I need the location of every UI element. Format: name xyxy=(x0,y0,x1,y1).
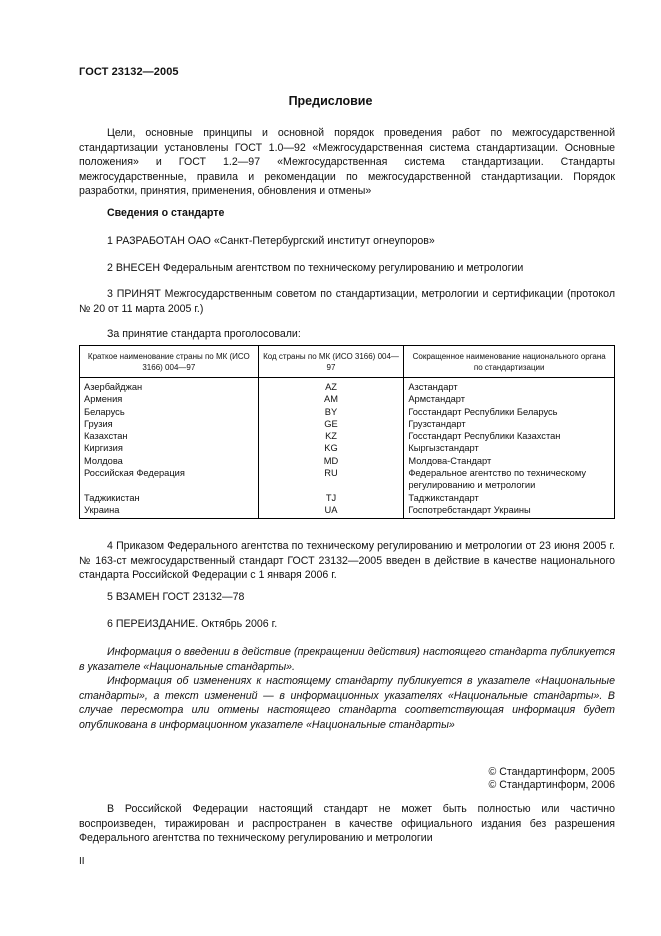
country-cell: Армения xyxy=(80,393,259,405)
page-title: Предисловие xyxy=(288,94,373,108)
item-2: 2 ВНЕСЕН Федеральным агентством по техническому регулированию и метрологии xyxy=(107,262,524,274)
body-cell: Молдова-Стандарт xyxy=(404,455,615,467)
table-row xyxy=(80,378,615,394)
table-row xyxy=(80,467,615,492)
country-cell: Российская Федерация xyxy=(80,467,259,492)
code-cell: AZ xyxy=(258,378,404,394)
country-cell: Казахстан xyxy=(80,430,259,442)
item-4: 4 Приказом Федерального агентства по техническому регулированию и метрологии от 23 июня 2005 г. № 163-ст межгосударственный стандарт ГОСТ 23132—2005 введен в действие в качестве национального стандарта Российской Федерации с 1 января 2006 г. xyxy=(79,540,615,582)
country-cell: Украина xyxy=(80,504,259,519)
country-cell: Киргизия xyxy=(80,442,259,454)
code-cell: RU xyxy=(258,467,404,492)
copyright-2006: © Стандартинформ, 2006 xyxy=(488,779,615,791)
table-row xyxy=(80,504,615,519)
item-3: 3 ПРИНЯТ Межгосударственным советом по стандартизации, метрологии и сертификации (протокол № 20 от 11 марта 2005 г.) xyxy=(79,288,615,315)
table-row xyxy=(80,418,615,430)
copyright-2005: © Стандартинформ, 2005 xyxy=(488,766,615,778)
voting-table xyxy=(79,345,615,519)
intro-paragraph: Цели, основные принципы и основной порядок проведения работ по межгосударственной стандартизации установлены ГОСТ 1.0—92 «Межгосударственная система стандартизации. Основные положения» и ГОСТ 1.2—97 «Межгосударственная система стандартизации. Стандарты межгосударственные, правила и рекомендации по межгосударственной стандартизации. Порядок разработки, принятия, применения, обновления и отмены» xyxy=(79,127,615,198)
body-cell: Кыргызстандарт xyxy=(404,442,615,454)
voted-label: За принятие стандарта проголосовали: xyxy=(107,328,301,340)
page-number: II xyxy=(79,856,85,867)
item-5: 5 ВЗАМЕН ГОСТ 23132—78 xyxy=(107,591,245,603)
item-1: 1 РАЗРАБОТАН ОАО «Санкт-Петербургский институт огнеупоров» xyxy=(107,235,435,247)
country-cell: Грузия xyxy=(80,418,259,430)
body-cell: Азстандарт xyxy=(404,378,615,394)
table-row xyxy=(80,406,615,418)
body-cell: Госстандарт Республики Беларусь xyxy=(404,406,615,418)
table-row xyxy=(80,442,615,454)
page-header: ГОСТ 23132—2005 xyxy=(79,66,179,78)
header-country: Краткое наименование страны по МК (ИСО 3166) 004—97 xyxy=(80,346,259,378)
country-cell: Беларусь xyxy=(80,406,259,418)
table-row xyxy=(80,492,615,504)
legal-notice: В Российской Федерации настоящий стандарт не может быть полностью или частично воспроизведен, тиражирован и распространен в качестве официального издания без разрешения Федерального агентства по техническому регулированию и метрологии xyxy=(79,803,615,845)
country-cell: Азербайджан xyxy=(80,378,259,394)
body-cell: Госстандарт Республики Казахстан xyxy=(404,430,615,442)
item-6: 6 ПЕРЕИЗДАНИЕ. Октябрь 2006 г. xyxy=(107,618,278,630)
body-cell: Армстандарт xyxy=(404,393,615,405)
table-row xyxy=(80,455,615,467)
table-row xyxy=(80,430,615,442)
table-row xyxy=(80,393,615,405)
country-cell: Молдова xyxy=(80,455,259,467)
info-introduction: Информация о введении в действие (прекращении действия) настоящего стандарта публикуется в указателе «Национальные стандарты». xyxy=(79,646,615,673)
code-cell: MD xyxy=(258,455,404,467)
code-cell: TJ xyxy=(258,492,404,504)
section-heading: Сведения о стандарте xyxy=(107,207,225,219)
code-cell: KG xyxy=(258,442,404,454)
header-code: Код страны по МК (ИСО 3166) 004—97 xyxy=(258,346,404,378)
body-cell: Федеральное агентство по техническому регулированию и метрологии xyxy=(404,467,615,492)
code-cell: BY xyxy=(258,406,404,418)
body-cell: Госпотребстандарт Украины xyxy=(404,504,615,519)
code-cell: UA xyxy=(258,504,404,519)
table-header-row xyxy=(80,346,615,378)
header-body: Сокращенное наименование национального органа по стандартизации xyxy=(404,346,615,378)
body-cell: Таджикстандарт xyxy=(404,492,615,504)
body-cell: Грузстандарт xyxy=(404,418,615,430)
info-changes: Информация об изменениях к настоящему стандарту публикуется в указателе «Национальные стандарты», а текст изменений — в информационных указателях «Национальные стандарты». В случае пересмотра или отмены настоящего стандарта соответствующая информация будет опубликована в информационном указателе «Национальные стандарты» xyxy=(79,675,615,731)
code-cell: GE xyxy=(258,418,404,430)
code-cell: AM xyxy=(258,393,404,405)
country-cell: Таджикистан xyxy=(80,492,259,504)
code-cell: KZ xyxy=(258,430,404,442)
